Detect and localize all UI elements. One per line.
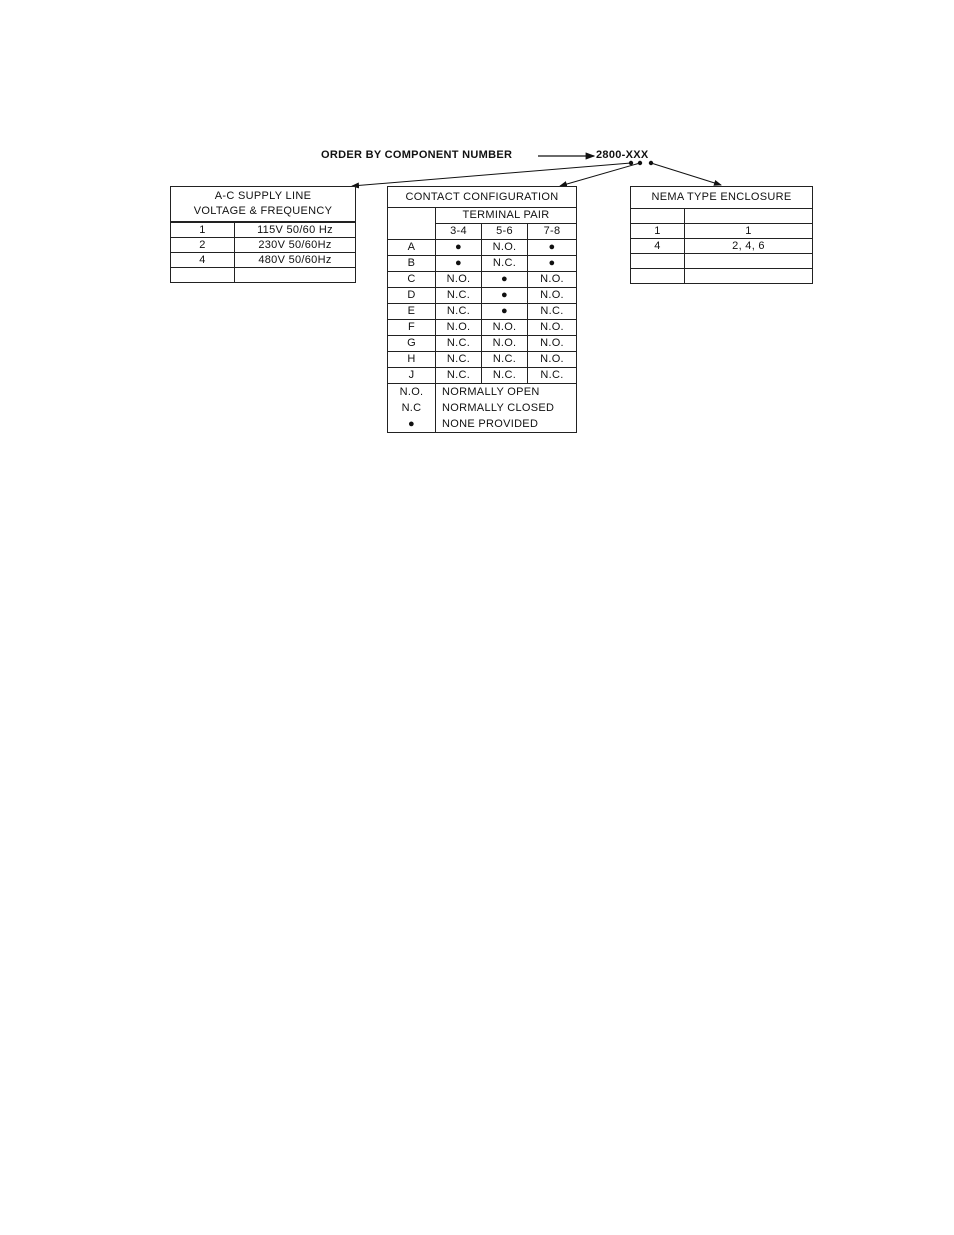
table-row: 1 115V 50/60 Hz <box>171 222 356 238</box>
legend-symbol: N.C <box>388 400 436 416</box>
table-row: G N.C. N.O. N.O. <box>388 336 577 352</box>
legend-row <box>388 400 577 416</box>
column-header: 7-8 <box>528 224 577 240</box>
column-header: 5-6 <box>482 224 528 240</box>
contact-arrow <box>560 163 640 186</box>
table-row: A ● N.O. ● <box>388 240 577 256</box>
table-row: D N.C. ● N.O. <box>388 288 577 304</box>
contact-configuration-table <box>387 186 577 433</box>
table-row: J N.C. N.C. N.C. <box>388 368 577 384</box>
supply-arrow <box>352 163 631 186</box>
legend-meaning: NORMALLY OPEN <box>436 384 577 401</box>
table-row <box>171 268 356 283</box>
table-row: E N.C. ● N.C. <box>388 304 577 320</box>
part-number: 2800-XXX <box>596 149 649 161</box>
table-row: C N.O. ● N.O. <box>388 272 577 288</box>
terminal-pair-header: TERMINAL PAIR <box>436 208 577 224</box>
table-row: 4 2, 4, 6 <box>631 239 813 254</box>
table-row <box>631 254 813 269</box>
nema-arrow <box>651 163 721 185</box>
supply-table-title: A-C SUPPLY LINE VOLTAGE & FREQUENCY <box>171 187 356 223</box>
legend-meaning: NONE PROVIDED <box>436 416 577 433</box>
legend-symbol: ● <box>388 416 436 433</box>
contact-corner-cell <box>388 208 436 240</box>
nema-enclosure-table <box>630 186 813 284</box>
column-header: 3-4 <box>436 224 482 240</box>
nema-table-title: NEMA TYPE ENCLOSURE <box>631 187 813 209</box>
table-row: 2 230V 50/60Hz <box>171 238 356 253</box>
table-row <box>631 269 813 284</box>
table-row <box>631 209 813 224</box>
legend-row <box>388 416 577 433</box>
table-row: B ● N.C. ● <box>388 256 577 272</box>
supply-voltage-table <box>170 186 356 283</box>
legend-symbol: N.O. <box>388 384 436 401</box>
table-row: H N.C. N.C. N.O. <box>388 352 577 368</box>
table-row: F N.O. N.O. N.O. <box>388 320 577 336</box>
order-label: ORDER BY COMPONENT NUMBER <box>321 149 513 161</box>
legend-meaning: NORMALLY CLOSED <box>436 400 577 416</box>
table-row: 4 480V 50/60Hz <box>171 253 356 268</box>
contact-table-title: CONTACT CONFIGURATION <box>388 187 577 208</box>
legend-row <box>388 384 577 401</box>
table-row: 1 1 <box>631 224 813 239</box>
